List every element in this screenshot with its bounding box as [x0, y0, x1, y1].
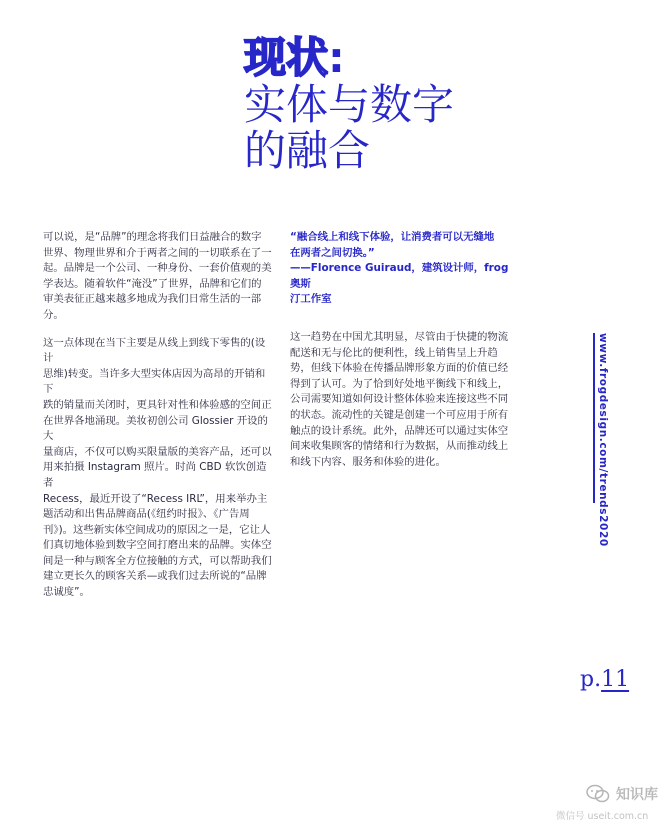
side-url-text[interactable]: www.frogdesign.com/trends2020	[597, 333, 609, 547]
title-line-2: 实体与数字	[244, 80, 455, 129]
left-column	[43, 230, 275, 613]
page-number	[580, 667, 629, 692]
page-prefix: p.	[580, 667, 602, 692]
wechat-icon	[586, 784, 610, 804]
watermark-subtitle: 微信号 useit.com.cn	[556, 811, 649, 822]
right-column	[290, 230, 520, 482]
title-colon: :	[328, 33, 345, 82]
pull-quote: “融合线上和线下体验，让消费者可以无缝地 在两者之间切换。” ——Florence Guiraud，建筑设计师，frog 奥斯 汀工作室	[290, 231, 509, 306]
page-title	[244, 34, 454, 174]
watermark	[556, 782, 668, 832]
watermark-name: 知识库	[616, 787, 658, 803]
left-paragraph-2: 这一点体现在当下主要是从线上到线下零售的(设计 思维)转变。当许多大型实体店因为高昂的开销和下 跌的销量而关闭时，更具针对性和体验感的空间正 在世界各地涌现。美妆初创公司 Glossier 开设的大 量商店，不仅可以购买限量版的美容产品，还可以 用来拍摄 Instagram 照片。时尚 CBD 软饮创造者 Recess，最近开设了“Recess IRL”，用来举办主 题活动和出售品牌商品(《纽约时报》、《广告周 刊》)。这些新实体空间成功的原因之一是，它让人 们真切地体验到数字空间打磨出来的品牌。实体空 间是一种与顾客全方位接触的方式，可以帮助我们 建立更长久的顾客关系—或我们过去所说的“品牌 忠诚度”。	[43, 336, 272, 599]
title-line-3: 的融合	[244, 126, 371, 175]
right-paragraph: 这一趋势在中国尤其明显，尽管由于快捷的物流 配送和无与伦比的便利性，线上销售呈上升趋 势，但线下体验在传播品牌形象方面的价值已经 得到了认可。为了恰到好处地平衡线下和线上， 公司需要知道如何设计整体体验来连接这些不同 的状态。流动性的关键是创建一个可应用于所有 触点的设计系统。此外，品牌还可以通过实体空 间来收集顾客的情绪和行为数据，从而推动线上 和线下内容、服务和体验的进化。	[290, 330, 509, 468]
page-number-value: 11	[601, 667, 630, 692]
left-paragraph-1: 可以说，是“品牌”的理念将我们日益融合的数字 世界、物理世界和介于两者之间的一切联系在了一 起。品牌是一个公司、一种身份、一套价值观的美 学表达。随着软件“淹没”了世界，品牌和它们的 审美表征正越来越多地成为我们日常生活的一部 分。	[43, 231, 272, 321]
title-outline-word: 现状	[244, 33, 329, 82]
side-url-bar	[593, 333, 609, 547]
title-line-1	[244, 34, 454, 82]
